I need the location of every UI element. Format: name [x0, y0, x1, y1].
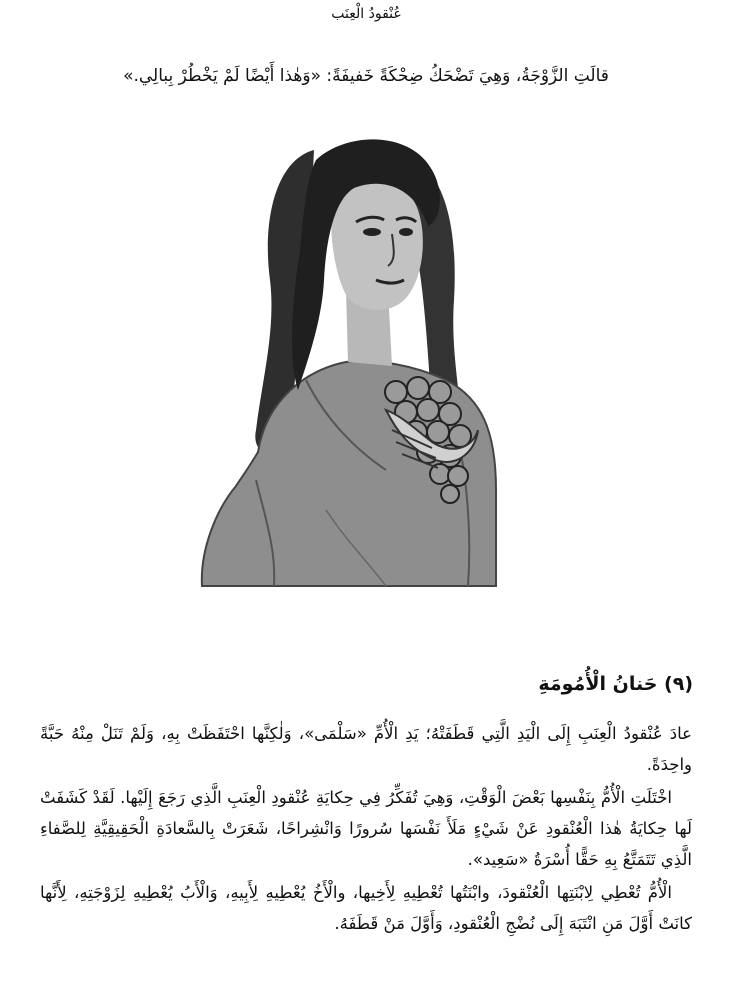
section-heading: (٩) حَنانُ الْأُمُومَةِ [538, 673, 693, 695]
quote-line: قالَتِ الزَّوْجَةُ، وَهِيَ تَضْحَكُ ضِحْكَةً خَفيفَةً: «وَهٰذا أَيْضًا لَمْ يَخْطُرْ بِبالِي.» [123, 66, 609, 86]
paragraph: عادَ عُنْقودُ الْعِنَبِ إِلَى الْيَدِ الَّتِي قَطَفَتْهُ؛ يَدِ الْأُمِّ «سَلْمَى»، وَلٰكِنَّها احْتَفَظَتْ بِهِ، وَلَمْ تَنَلْ مِنْهُ حَبَّةً واحِدَةً. [40, 724, 692, 774]
face [331, 178, 423, 310]
woman-holding-grapes-illustration [196, 130, 526, 590]
paragraph: اخْتَلَتِ الْأُمُّ بِنَفْسِها بَعْضَ الْوَقْتِ، وَهِيَ تُفَكِّرُ فِي حِكايَةِ عُنْقودِ الْعِنَبِ الَّذِي رَجَعَ إِلَيْها. لَقَدْ كَشَفَتْ لَها حِكايَةُ هٰذا الْعُنْقودِ عَنْ شَيْءٍ مَلَأَ نَفْسَها سُرورًا وَانْشِراحًا، شَعَرَتْ بِالسَّعادَةِ الْحَقِيقِيَّةِ لِلصَّفاءِ الَّذِي تَتَمَتَّعُ بِهِ حَقًّا أُسْرَةُ «سَعِيد». [40, 788, 692, 869]
paragraph: الْأُمُّ تُعْطِي لِابْنَتِها الْعُنْقودَ، وابْنَتُها تُعْطِيهِ لِأَخِيها، والْأَخُ يُعْطِيهِ لِأَبِيهِ، وَالْأَبُ يُعْطِيهِ لِزَوْجَتِهِ، لِأَنَّها كانَتْ أَوَّلَ مَنِ انْتَبَهَ إِلَى نُضْجِ الْعُنْقودِ، وَأَوَّلَ مَنْ قَطَفَهُ. [40, 883, 692, 933]
eye [399, 228, 413, 236]
eye [363, 228, 381, 236]
running-title: عُنْقودُ الْعِنَب [331, 6, 402, 22]
body-text [40, 718, 692, 941]
